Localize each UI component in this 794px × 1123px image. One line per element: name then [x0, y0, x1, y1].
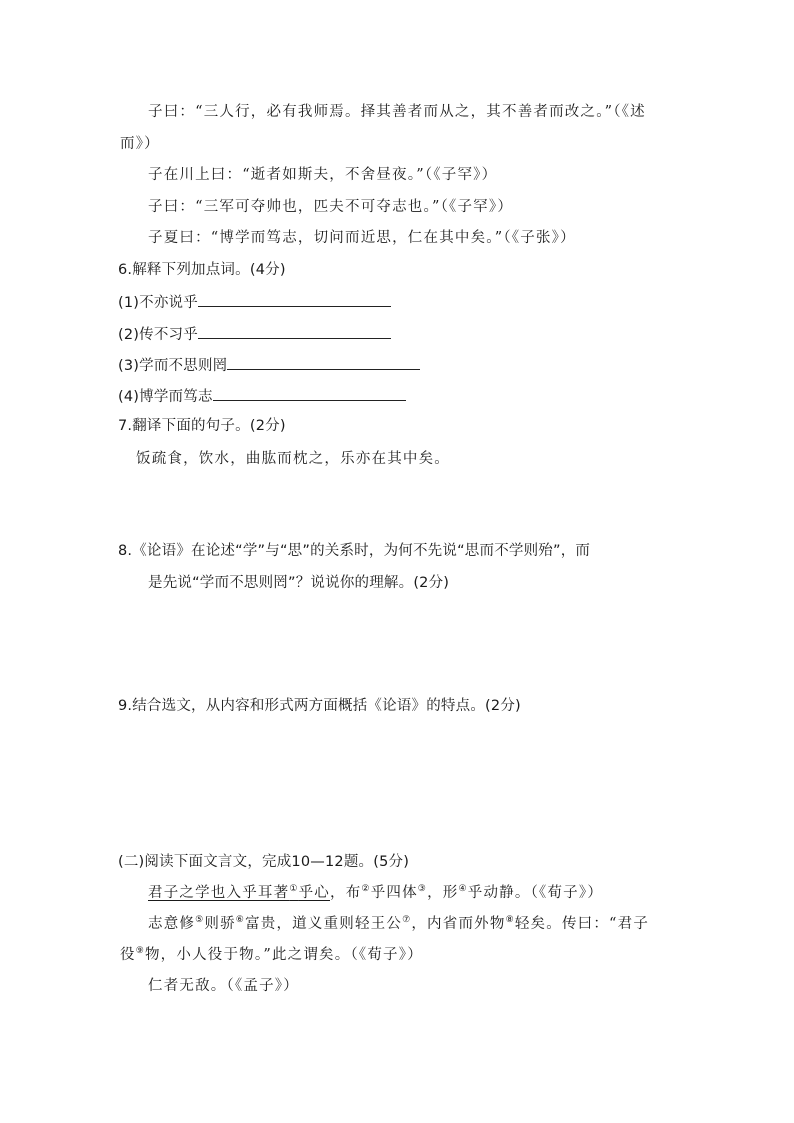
note-marker-6: ⑥: [235, 915, 246, 926]
answer-blank-1[interactable]: [198, 291, 391, 307]
question-7-title: 7.翻译下面的句子。(2分): [118, 418, 286, 434]
note-marker-1: ①: [289, 884, 299, 895]
question-6-item-4-text: (4)博学而笃志: [118, 389, 213, 405]
p2-text-a: 志意修: [148, 916, 196, 932]
note-marker-3: ③: [417, 884, 428, 895]
note-marker-2: ②: [361, 884, 371, 895]
p2-text-e: 轻矣。传曰：“君子: [514, 916, 650, 932]
section-2-title: (二)阅读下面文言文，完成10—12题。(5分): [118, 854, 410, 870]
section-2-paragraph-1: [148, 883, 603, 903]
note-marker-7: ⑦: [402, 915, 412, 926]
p2-text-g: 物，小人役于物。”此之谓矣。（《荀子》）: [144, 947, 423, 963]
p2-text-c: 富贵，道义重则轻王公: [245, 916, 403, 932]
passage-line-4: 子曰：“三军可夺帅也，匹夫不可夺志也。”（《子罕》）: [148, 199, 514, 215]
p2-text-d: ，内省而外物: [411, 916, 506, 932]
answer-blank-4[interactable]: [213, 385, 406, 401]
question-6-item-3-text: (3)学而不思则罔: [118, 358, 228, 374]
question-9-title: 9.结合选文，从内容和形式两方面概括《论语》的特点。(2分): [118, 698, 521, 714]
question-6-item-3: [118, 354, 420, 376]
question-6-title: 6.解释下列加点词。(4分): [118, 262, 286, 278]
passage-line-1: 子曰：“三人行，必有我师焉。择其善者而从之，其不善者而改之。”（《述: [148, 104, 646, 120]
question-6-item-2-text: (2)传不习乎: [118, 327, 198, 343]
passage-line-5: 子夏曰：“博学而笃志，切问而近思，仁在其中矣。”（《子张》）: [148, 230, 576, 246]
p2-text-b: 则骄: [204, 916, 236, 932]
question-6-item-4: [118, 385, 406, 407]
note-marker-5: ⑤: [195, 915, 205, 926]
p1-text-c: ，形: [427, 885, 459, 901]
section-2-paragraph-2-line-1: [148, 914, 649, 934]
passage-line-3: 子在川上曰：“逝者如斯夫，不舍昼夜。”（《子罕》）: [148, 167, 498, 183]
p1-text-b: 乎四体: [370, 885, 418, 901]
note-marker-8: ⑧: [505, 915, 515, 926]
p1-text-a: ，布: [330, 885, 362, 901]
answer-blank-3[interactable]: [227, 354, 420, 370]
underlined-phrase: [148, 885, 330, 901]
question-6-item-1: [118, 291, 391, 313]
passage-line-2: 而》）: [120, 136, 160, 152]
p2-text-f: 役: [120, 947, 136, 963]
note-marker-4: ④: [458, 884, 468, 895]
note-marker-9: ⑨: [135, 946, 145, 957]
answer-blank-2[interactable]: [198, 323, 391, 339]
underlined-text-end: 乎心: [298, 885, 330, 901]
section-2-paragraph-2-line-2: [120, 945, 423, 965]
question-8-line-1: 8.《论语》在论述“学”与“思”的关系时，为何不先说“思而不学则殆”，而: [118, 543, 591, 559]
question-6-item-2: [118, 323, 391, 345]
underlined-text: 君子之学也入乎耳著: [148, 885, 290, 901]
question-7-sentence: 饭疏食，饮水，曲肱而枕之，乐亦在其中矣。: [136, 451, 450, 467]
question-6-item-1-text: (1)不亦说乎: [118, 295, 198, 311]
question-8-line-2: 是先说“学而不思则罔”？说说你的理解。(2分): [148, 575, 450, 591]
p1-text-d: 乎动静。（《荀子》）: [467, 885, 604, 901]
section-2-paragraph-3: 仁者无敌。（《孟子》）: [148, 978, 299, 994]
